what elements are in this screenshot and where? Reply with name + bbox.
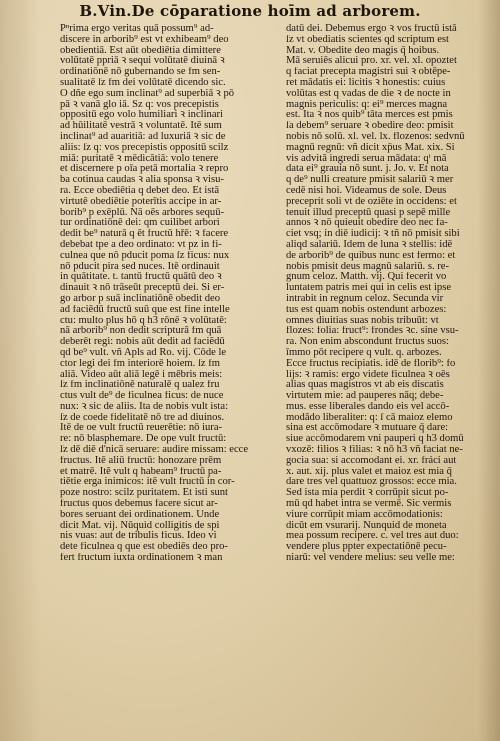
text-line: obedientiā. Est aūt obediētia dimittere bbox=[60, 45, 221, 56]
text-line: fructus. Itē aliū fructū: honozare prēm bbox=[60, 455, 222, 466]
text-line: nobis nō solū. xl. vel. lx. flozenos: sedvnū bbox=[286, 131, 465, 142]
text-line: dinauit ꝛ nō trāseūt preceptū dei. Si er- bbox=[60, 283, 225, 294]
text-line: modādo liberaliter: q: ſ cā maioz elemo bbox=[286, 412, 453, 423]
text-line: gocia sua: si accomodant ei. xr. fráci aut bbox=[286, 455, 457, 466]
text-line: oppositū ego volo humiliari ꝛ inclinari bbox=[60, 110, 224, 121]
text-line: data ei⁹ grauia nō sunt. j. Jo. v. Et nota bbox=[286, 164, 449, 175]
text-line: ra. Non enim abscondunt fructus suos: bbox=[286, 337, 449, 348]
text-line: est. Ita ꝛ nos quib⁹ tāta merces est pmis bbox=[286, 110, 453, 121]
text-line: miā: puritatē ꝛ mēdicātiā: volo tenere bbox=[60, 153, 219, 164]
text-line: preceprit soli vt de oziēte in occidens: et bbox=[286, 196, 457, 207]
text-line: ra. Ecce obediētia q debet deo. Et istā bbox=[60, 185, 220, 196]
text-line: ſz vt obediatis scientes qd scriptum est bbox=[286, 34, 449, 45]
text-line: poze nostro: scilz puritatem. Et isti sunt bbox=[60, 488, 228, 499]
text-line: ctor legi dei fm interiorē hoiem. ſz fm bbox=[60, 358, 221, 369]
text-line: niarū: vel vendere melius: seu velle me: bbox=[286, 553, 455, 564]
text-line: ctu: multo plus hō q h3 rōnē ꝛ volūtatē: bbox=[60, 315, 227, 326]
text-line: sina est accōmodare ꝛ mutuare q̄ dare: bbox=[286, 423, 449, 434]
text-line: īmmo pōt recipere q vult. q. arbozes. bbox=[286, 347, 442, 358]
text-line: dedit be⁹ naturā q ēt fructū hřē: ꝛ facere bbox=[60, 229, 229, 240]
text-line: mea possum recipere. c. vel tres aut duo: bbox=[286, 531, 459, 542]
text-line: dete ficulnea q que est obediēs deo pro- bbox=[60, 542, 228, 553]
text-line: flozes: folia: fruct⁹: frondes ꝛc. sine vsu- bbox=[286, 326, 459, 337]
text-line: ret mādatis ei: licitis ꝛ honestis: cuius bbox=[286, 77, 446, 88]
text-line: aliqd salariū. Idem de luna ꝛ stellis: idē bbox=[286, 239, 453, 250]
text-line: intrabit in regnum celoz. Secunda vir bbox=[286, 293, 444, 304]
text-line: fructus quos debemus facere sicut ar- bbox=[60, 499, 218, 510]
text-line: nā arborib⁹ non dedit scripturā fm quā bbox=[60, 326, 222, 337]
text-line: mū qd habet intra se vermē. Sic vermis bbox=[286, 499, 452, 510]
text-line: vxozē: filios ꝛ filias: ꝛ nō h3 vñ faciat ne- bbox=[286, 445, 463, 456]
text-line: qd be⁹ vult. vñ Apls ad Ro. vij. Cōde le bbox=[60, 347, 227, 358]
text-line: Ecce fructus recipiatis. idē de florib⁹: fo bbox=[286, 358, 456, 369]
text-line: Pⁿrima ergo veritas quā possum⁹ ad- bbox=[60, 24, 214, 34]
text-line: sualitatē ſz fm dei volūtatē dicendo sic. bbox=[60, 77, 226, 88]
text-line: nux: ꝛ sic de aliis. Ita de nobis vult ista: bbox=[60, 401, 229, 412]
text-line: ba cotinua caudas ꝛ alia sponsa ꝛ visu- bbox=[60, 175, 224, 186]
text-line: tur ordinatiōnē dei: qm cuilibet arbori bbox=[60, 218, 220, 229]
text-line: nobis pmisit deus magnū salariū. s. re- bbox=[286, 261, 450, 272]
text-line: alias quas magistros vt ab eis discatis bbox=[286, 380, 444, 391]
text-line: q faciat precepta magistri sui ꝛ obtēpe- bbox=[286, 67, 451, 78]
text-line: mus. esse liberales dando eis vel accō- bbox=[286, 401, 450, 412]
text-line: Mā seruiēs alicui pro. xr. vel. xl. opoztet bbox=[286, 56, 457, 67]
text-line: gnum celoz. Matth. vij. Qui fecerit vo bbox=[286, 272, 447, 283]
page-edge-shadow-left bbox=[0, 0, 40, 741]
text-line: aliā. Video aūt aliā legē i mēbris meis: bbox=[60, 369, 223, 380]
text-line: go arbor p suā inclinatiōnē obedit deo bbox=[60, 293, 221, 304]
text-line: ad hūilitatē vestrā ꝛ voluntatē. Itē sum bbox=[60, 121, 222, 132]
text-line: Mat. v. Obedite deo magis q̄ hoibus. bbox=[286, 45, 440, 56]
text-line: virtutē obediētie poterītis accipe in ar- bbox=[60, 196, 222, 207]
text-line: volūtas est q vadas de die ꝛ de nocte in bbox=[286, 88, 451, 99]
text-line: annos ꝛ nō quieuit obedire deo nec fa- bbox=[286, 218, 448, 229]
text-line: Itē de oe vult fructū reuerētie: nō iura- bbox=[60, 423, 223, 434]
text-line: ſz dē diē d'nicā seruare: audire missam: ecce bbox=[60, 445, 249, 456]
page-header: B.Vin.De cōparatione hoīm ad arborem. bbox=[79, 2, 421, 20]
text-line: deberēt regi: nobis aūt dedit ad faciēdū bbox=[60, 337, 225, 348]
text-line: lijs: ꝛ ramis: ergo videte ficulnea ꝛ oēs bbox=[286, 369, 450, 380]
text-line: dicūt em vsurarij. Nunquid de moneta bbox=[286, 520, 447, 531]
text-line: vendere plus ppter expectatiōnē pecu- bbox=[286, 542, 447, 553]
text-line: ctus vult de⁹ de ficulnea ficus: de nuce bbox=[60, 391, 224, 402]
text-line: luntatem patris mei qui in celis est ipse bbox=[286, 283, 452, 294]
text-line: in quātitate. t. tantū fructū quātū deo ꝛ bbox=[60, 272, 222, 283]
text-line: de arborib⁹ de quibus nunc est fermo: et bbox=[286, 250, 456, 261]
text-line: et matrē. Itē vult q habeam⁹ fructū pa- bbox=[60, 466, 222, 477]
text-line: nō pducit pira sed nuces. Itē ordinauit bbox=[60, 261, 220, 272]
text-line: tenuit illud preceptū quasi p sepē mille bbox=[286, 207, 451, 218]
text-line: culnea que nō pducit poma ſz ficus: nux bbox=[60, 250, 230, 261]
text-line: ordinatiōnē nō gubernando se fm sen- bbox=[60, 67, 221, 78]
text-line: ad faciēdū fructū suū que est fine intelle bbox=[60, 304, 230, 315]
text-line: magnis periculis: q: ei⁹ merces magna bbox=[286, 99, 448, 110]
text-line: viure corrūpit miam accōmodationis: bbox=[286, 509, 443, 520]
text-line: pā ꝛ vanā glo iā. Sz q: vos precepistis bbox=[60, 99, 219, 110]
text-line: dicit Mat. vij. Nūquid colligitis de spi bbox=[60, 520, 220, 531]
right-text-column bbox=[286, 24, 500, 736]
text-line: x. aut. xij. plus valet et maioz est mia q̄ bbox=[286, 466, 452, 477]
text-line: magnū regnū: vñ dicit xp̄us Mat. xix. Si bbox=[286, 142, 455, 153]
text-line: fert fructum iuxta ordinationem ꝛ man bbox=[60, 553, 223, 564]
text-line: Sed ista mia perdit ꝛ corrūpit sicut po- bbox=[286, 488, 449, 499]
text-line: ſa debem⁹ seruare ꝛ obedire deo: pmisit bbox=[286, 121, 454, 132]
text-line: tus est quam nobis ostendunt arbozes: bbox=[286, 304, 447, 315]
text-line: omnes diuitias suas nobis tribuūt: vt bbox=[286, 315, 439, 326]
text-line: cedē nisi hoi. Videamus de sole. Deus bbox=[286, 185, 447, 196]
text-line: dare tres vel quattuoz grossos: ecce mia. bbox=[286, 477, 457, 488]
text-line: vis advitā ingredi serua mādata: qⁱ mā bbox=[286, 153, 447, 164]
text-line: ciet vsq; in diē iudicij: ꝛ tñ nō pmisit sibi bbox=[286, 229, 460, 240]
text-line: re: nō blasphemare. De ope vult fructū: bbox=[60, 434, 227, 445]
text-line: tiētie erga inimicos: itē vult fructū in cor- bbox=[60, 477, 235, 488]
text-line: et discernere p oīa petā mortalia ꝛ repro bbox=[60, 164, 229, 175]
text-line: ſz de coede fidelitatē nō tre ad diuinos. bbox=[60, 412, 225, 423]
left-text-column bbox=[60, 24, 284, 736]
text-line: siue accōmodarem vni pauperi q h3 domū bbox=[286, 434, 464, 445]
text-line: debebat tpe a deo ordinato: vt pz in fi- bbox=[60, 239, 222, 250]
text-line: discere in arborib⁹ est vt exhibeam⁹ deo bbox=[60, 34, 229, 45]
text-line: inclinat⁹ ad auaritiā: ad luxuriā ꝛ sic de bbox=[60, 131, 226, 142]
text-line: volūtatē ppriā ꝛ sequi volūtatē diuinā ꝛ bbox=[60, 56, 225, 67]
text-line: aliis: ſz q: vos precepistis oppositū scilz bbox=[60, 142, 229, 153]
text-line: bores seruant dei ordinationem. Unde bbox=[60, 509, 220, 520]
text-line: datū dei. Debemus ergo ꝛ vos fructū istā bbox=[286, 24, 457, 34]
text-line: virtutem mie: ad pauperes nāq; debe- bbox=[286, 391, 444, 402]
text-line: O dñe ego sum inclinat⁹ ad superbiā ꝛ pō bbox=[60, 88, 235, 99]
text-line: q de⁹ nulli creature pmisit salariū ꝛ mer bbox=[286, 175, 454, 186]
text-line: nis vuas: aut de tribulis ficus. Ideo vi bbox=[60, 531, 217, 542]
text-line: ſz fm inclinatiōnē naturalē q ualez fru bbox=[60, 380, 220, 391]
text-line: borib⁹ p exēplū. Nā oēs arbores sequū- bbox=[60, 207, 225, 218]
page-edge-shadow-right bbox=[478, 0, 500, 741]
